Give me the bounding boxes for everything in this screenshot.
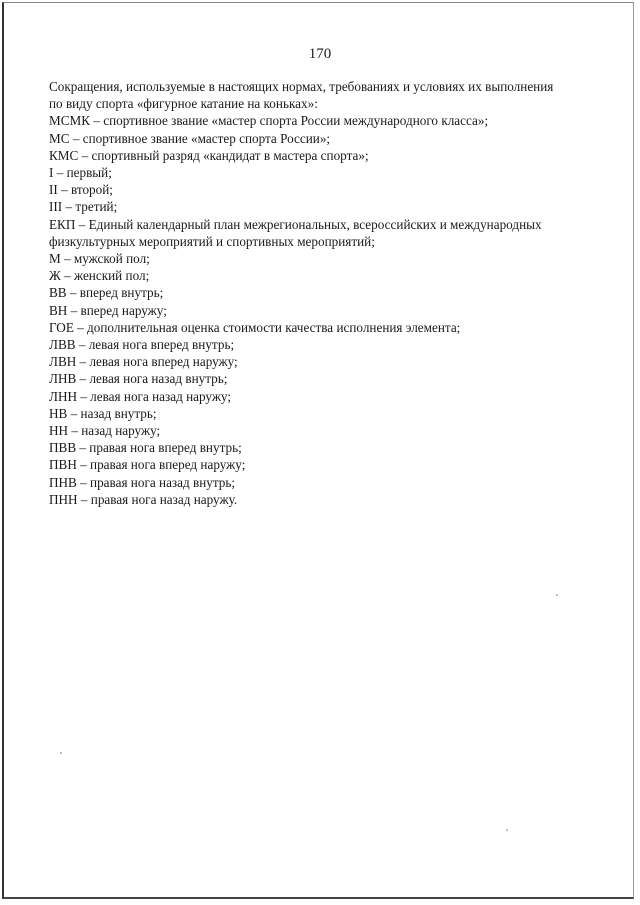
intro-line: по виду спорта «фигурное катание на коньках»: xyxy=(49,96,318,112)
abbr-ekp: ЕКП – Единый календарный план межрегиональных, всероссийских и международных xyxy=(49,216,542,232)
abbr-ii: II – второй; xyxy=(49,182,113,198)
scan-speck xyxy=(60,752,62,754)
abbr-lnn: ЛНН – левая нога назад наружу; xyxy=(49,388,232,404)
scan-speck xyxy=(506,829,508,831)
abbr-lvn: ЛВН – левая нога вперед наружу; xyxy=(49,354,238,370)
abbr-pnv: ПНВ – правая нога назад внутрь; xyxy=(49,474,236,490)
abbr-ms: МС – спортивное звание «мастер спорта России»; xyxy=(49,130,331,146)
abbr-kms: КМС – спортивный разряд «кандидат в мастера спорта»; xyxy=(49,147,369,163)
abbr-pvn: ПВН – правая нога вперед наружу; xyxy=(49,457,246,473)
abbr-pvv: ПВВ – правая нога вперед внутрь; xyxy=(49,440,242,456)
abbr-m: М – мужской пол; xyxy=(49,251,150,267)
intro-line: Сокращения, используемые в настоящих нормах, требованиях и условиях их выполнения xyxy=(49,79,554,94)
abbr-nv: НВ – назад внутрь; xyxy=(49,405,157,421)
abbr-iii: III – третий; xyxy=(49,199,118,215)
abbr-i: I – первый; xyxy=(49,165,112,181)
abbr-ekp-continued: физкультурных мероприятий и спортивных мероприятий; xyxy=(49,233,375,249)
abbr-lvv: ЛВВ – левая нога вперед внутрь; xyxy=(49,337,235,353)
abbr-goe: ГОЕ – дополнительная оценка стоимости качества исполнения элемента; xyxy=(49,319,461,335)
abbr-nn: НН – назад наружу; xyxy=(49,423,161,439)
page-number: 170 xyxy=(308,46,332,62)
abbr-pnn: ПНН – правая нога назад наружу. xyxy=(49,491,238,507)
abbr-vn: ВН – вперед наружу; xyxy=(49,302,167,318)
scan-speck xyxy=(556,594,558,596)
abbr-vv: ВВ – вперед внутрь; xyxy=(49,285,164,301)
abbr-zh: Ж – женский пол; xyxy=(49,268,150,284)
abbreviations-section xyxy=(49,78,589,508)
abbr-msmk: МСМК – спортивное звание «мастер спорта России международного класса»; xyxy=(49,113,489,129)
abbr-lnv: ЛНВ – левая нога назад внутрь; xyxy=(49,371,228,387)
